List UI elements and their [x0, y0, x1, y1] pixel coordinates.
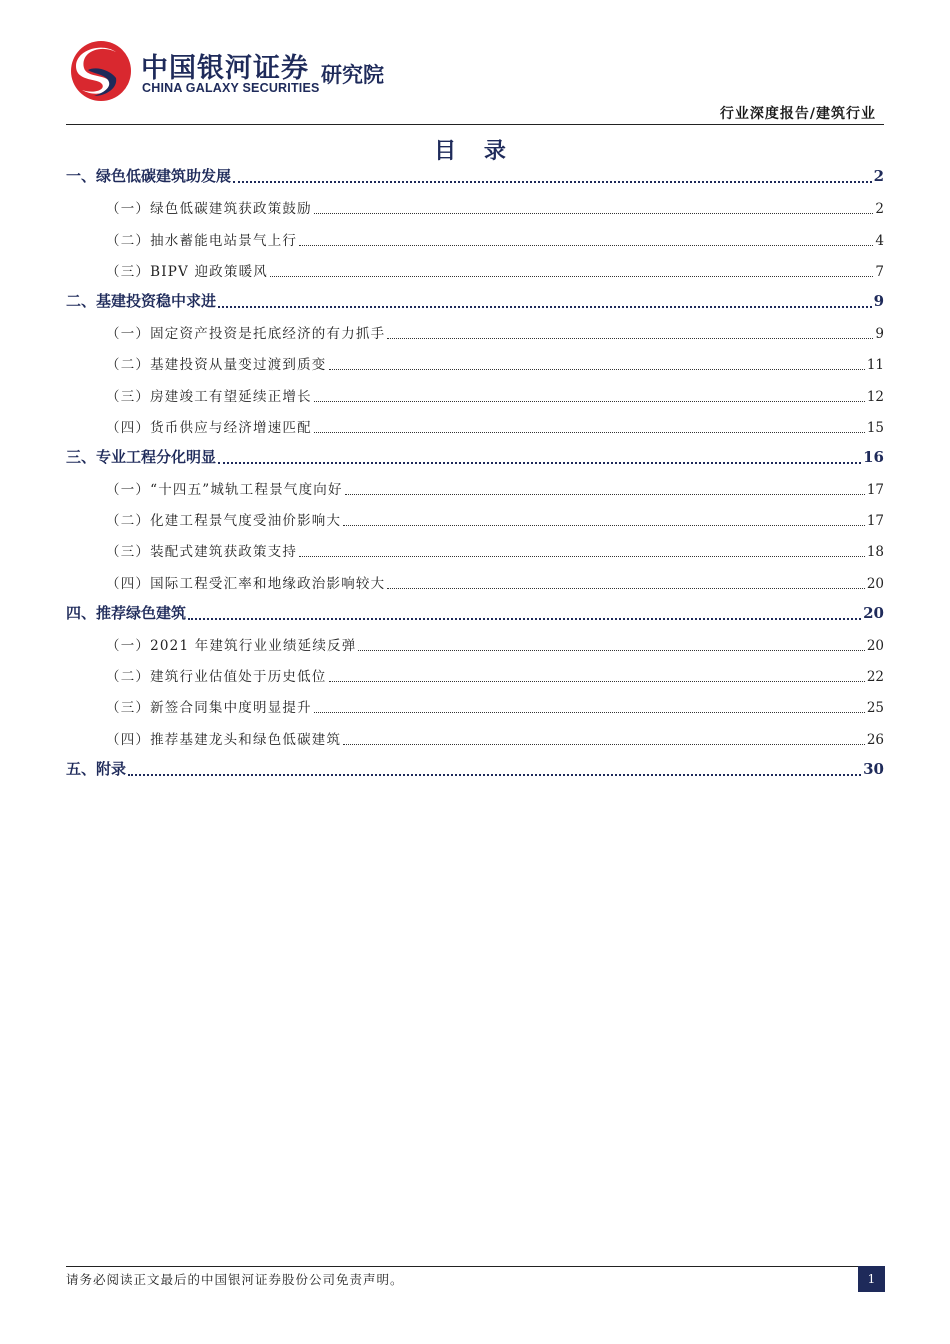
toc-entry-page: 30	[863, 759, 884, 778]
brand-name-english: CHINA GALAXY SECURITIES	[142, 81, 320, 95]
toc-dot-leader	[387, 338, 873, 339]
toc-dot-leader	[188, 618, 861, 620]
toc-entry-page: 15	[866, 419, 884, 436]
footer-disclaimer: 请务必阅读正文最后的中国银河证券股份公司免责声明。	[66, 1272, 404, 1287]
toc-entry-page: 9	[875, 326, 884, 343]
toc-subsection-entry[interactable]	[66, 537, 884, 568]
toc-section-entry[interactable]	[66, 600, 884, 631]
toc-dot-leader	[218, 306, 872, 308]
toc-entry-page: 9	[873, 291, 884, 310]
toc-entry-label: （二）抽水蓄能电站景气上行	[106, 232, 298, 249]
toc-subsection-entry[interactable]	[66, 724, 884, 755]
toc-dot-leader	[233, 181, 872, 183]
toc-entry-page: 4	[875, 232, 884, 249]
toc-section-entry[interactable]	[66, 163, 884, 194]
toc-entry-page: 2	[875, 201, 884, 218]
toc-entry-page: 25	[866, 700, 884, 717]
toc-entry-label: （三）BIPV 迎政策暖风	[106, 263, 268, 280]
toc-entry-label: （一）固定资产投资是托底经济的有力抓手	[106, 326, 386, 343]
toc-dot-leader	[387, 588, 865, 589]
toc-entry-page: 12	[866, 388, 884, 405]
toc-entry-label: 二、基建投资稳中求进	[66, 291, 217, 310]
toc-entry-page: 20	[866, 575, 884, 592]
toc-subsection-entry[interactable]	[66, 693, 884, 724]
brand-name-chinese: 中国银河证券	[141, 53, 309, 84]
toc-subsection-entry[interactable]	[66, 475, 884, 506]
toc-entry-page: 18	[866, 544, 884, 561]
toc-dot-leader	[314, 712, 865, 713]
toc-subsection-entry[interactable]	[66, 350, 884, 381]
toc-entry-label: （三）装配式建筑获政策支持	[106, 544, 298, 561]
toc-entry-label: （四）货币供应与经济增速匹配	[106, 419, 312, 436]
toc-entry-page: 20	[863, 603, 884, 622]
toc-entry-page: 22	[866, 669, 884, 686]
toc-dot-leader	[314, 401, 865, 402]
toc-dot-leader	[299, 245, 873, 246]
toc-entry-page: 26	[866, 731, 884, 748]
toc-entry-label: （二）建筑行业估值处于历史低位	[106, 669, 327, 686]
toc-entry-label: （二）化建工程景气度受油价影响大	[106, 513, 342, 530]
toc-entry-page: 11	[866, 357, 884, 374]
toc-section-entry[interactable]	[66, 444, 884, 475]
institute-label: 研究院	[321, 63, 384, 87]
toc-subsection-entry[interactable]	[66, 257, 884, 288]
toc-entry-page: 7	[875, 263, 884, 280]
toc-subsection-entry[interactable]	[66, 194, 884, 225]
toc-dot-leader	[128, 774, 861, 776]
toc-section-entry[interactable]	[66, 288, 884, 319]
toc-entry-label: （一）绿色低碳建筑获政策鼓励	[106, 201, 312, 218]
toc-entry-page: 2	[873, 167, 884, 186]
table-of-contents	[66, 163, 884, 787]
toc-subsection-entry[interactable]	[66, 631, 884, 662]
toc-subsection-entry[interactable]	[66, 319, 884, 350]
toc-entry-page: 17	[866, 513, 884, 530]
toc-dot-leader	[343, 525, 865, 526]
toc-entry-label: 五、附录	[66, 759, 127, 778]
page-number: 1	[858, 1266, 885, 1292]
toc-entry-page: 17	[866, 482, 884, 499]
toc-dot-leader	[329, 681, 865, 682]
toc-section-entry[interactable]	[66, 756, 884, 787]
toc-entry-label: （三）房建竣工有望延续正增长	[106, 388, 312, 405]
toc-dot-leader	[270, 276, 873, 277]
toc-subsection-entry[interactable]	[66, 413, 884, 444]
toc-dot-leader	[345, 494, 865, 495]
toc-entry-label: 三、专业工程分化明显	[66, 447, 217, 466]
toc-entry-label: 四、推荐绿色建筑	[66, 603, 187, 622]
footer-divider	[66, 1266, 884, 1267]
toc-entry-label: （一）“十四五”城轨工程景气度向好	[106, 482, 343, 499]
report-type: 行业深度报告/建筑行业	[719, 106, 876, 122]
toc-dot-leader	[343, 744, 865, 745]
toc-entry-label: （四）国际工程受汇率和地缘政治影响较大	[106, 575, 386, 592]
toc-title: 目 录	[434, 138, 516, 164]
toc-subsection-entry[interactable]	[66, 381, 884, 412]
toc-dot-leader	[299, 556, 865, 557]
toc-entry-label: （三）新签合同集中度明显提升	[106, 700, 312, 717]
toc-dot-leader	[358, 650, 864, 651]
toc-subsection-entry[interactable]	[66, 568, 884, 599]
toc-entry-label: （二）基建投资从量变过渡到质变	[106, 357, 327, 374]
toc-entry-page: 16	[863, 447, 884, 466]
toc-entry-label: （四）推荐基建龙头和绿色低碳建筑	[106, 731, 342, 748]
toc-dot-leader	[314, 432, 865, 433]
toc-dot-leader	[218, 462, 861, 464]
toc-subsection-entry[interactable]	[66, 506, 884, 537]
toc-subsection-entry[interactable]	[66, 225, 884, 256]
toc-entry-page: 20	[866, 638, 884, 654]
toc-dot-leader	[329, 369, 865, 370]
china-galaxy-logo-icon	[66, 40, 136, 102]
toc-entry-label: （一）2021 年建筑行业业绩延续反弹	[106, 638, 357, 654]
header-divider	[66, 124, 884, 125]
toc-entry-label: 一、绿色低碳建筑助发展	[66, 167, 232, 186]
toc-subsection-entry[interactable]	[66, 662, 884, 693]
toc-dot-leader	[314, 213, 874, 214]
